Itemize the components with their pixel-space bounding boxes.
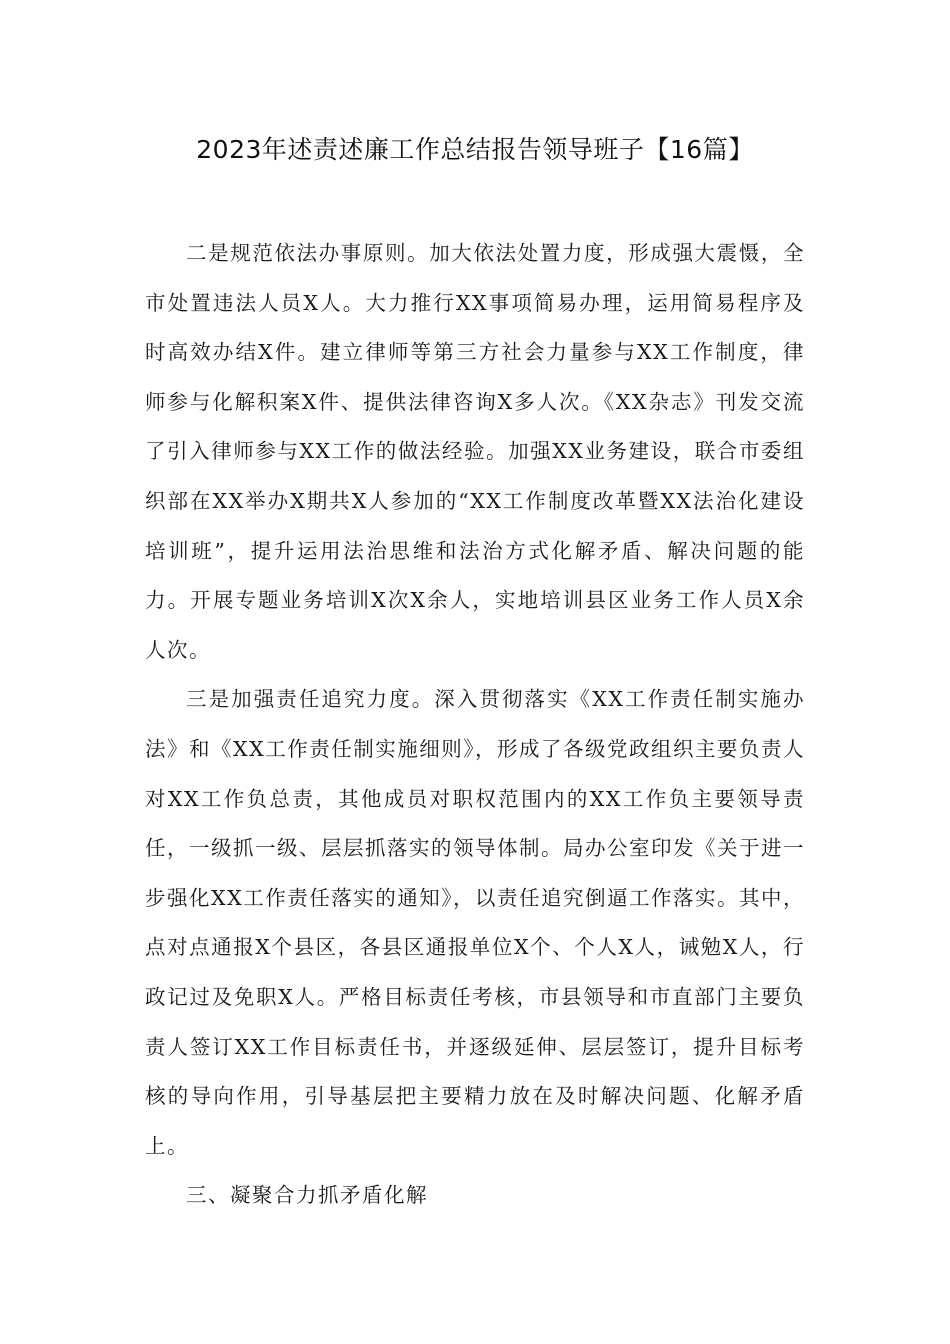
document-body — [145, 229, 805, 1221]
section-heading: 三、凝聚合力抓矛盾化解 — [186, 1183, 428, 1208]
document-title: 2023年述责述廉工作总结报告领导班子【16篇】 — [196, 135, 754, 164]
paragraph-legal-handling: 二是规范依法办事原则。加大依法处置力度，形成强大震慑，全市处置违法人员X人。大力推行XX事项简易办理，运用简易程序及时高效办结X件。建立律师等第三方社会力量参与XX工作制度，律师参与化解积案X件、提供法律咨询X多人次。《XX杂志》刊发交流了引入律师参与XX工作的做法经验。加强XX业务建设，联合市委组织部在XX举办X期共X人参加的“XX工作制度改革暨XX法治化建设培训班”，提升运用法治思维和法治方式化解矛盾、解决问题的能力。开展专题业务培训X次X余人，实地培训县区业务工作人员X余人次。 — [145, 241, 805, 662]
paragraph-responsibility: 三是加强责任追究力度。深入贯彻落实《XX工作责任制实施办法》和《XX工作责任制实施细则》，形成了各级党政组织主要负责人对XX工作负总责，其他成员对职权范围内的XX工作负主要领导责任，一级抓一级、层层抓落实的领导体制。局办公室印发《关于进一步强化XX工作责任落实的通知》，以责任追究倒逼工作落实。其中，点对点通报X个县区，各县区通报单位X个、个人X人，诫勉X人，行政记过及免职X人。严格目标责任考核，市县领导和市直部门主要负责人签订XX工作目标责任书，并逐级延伸、层层签订，提升目标考核的导向作用，引导基层把主要精力放在及时解决问题、化解矛盾上。 — [145, 687, 805, 1158]
